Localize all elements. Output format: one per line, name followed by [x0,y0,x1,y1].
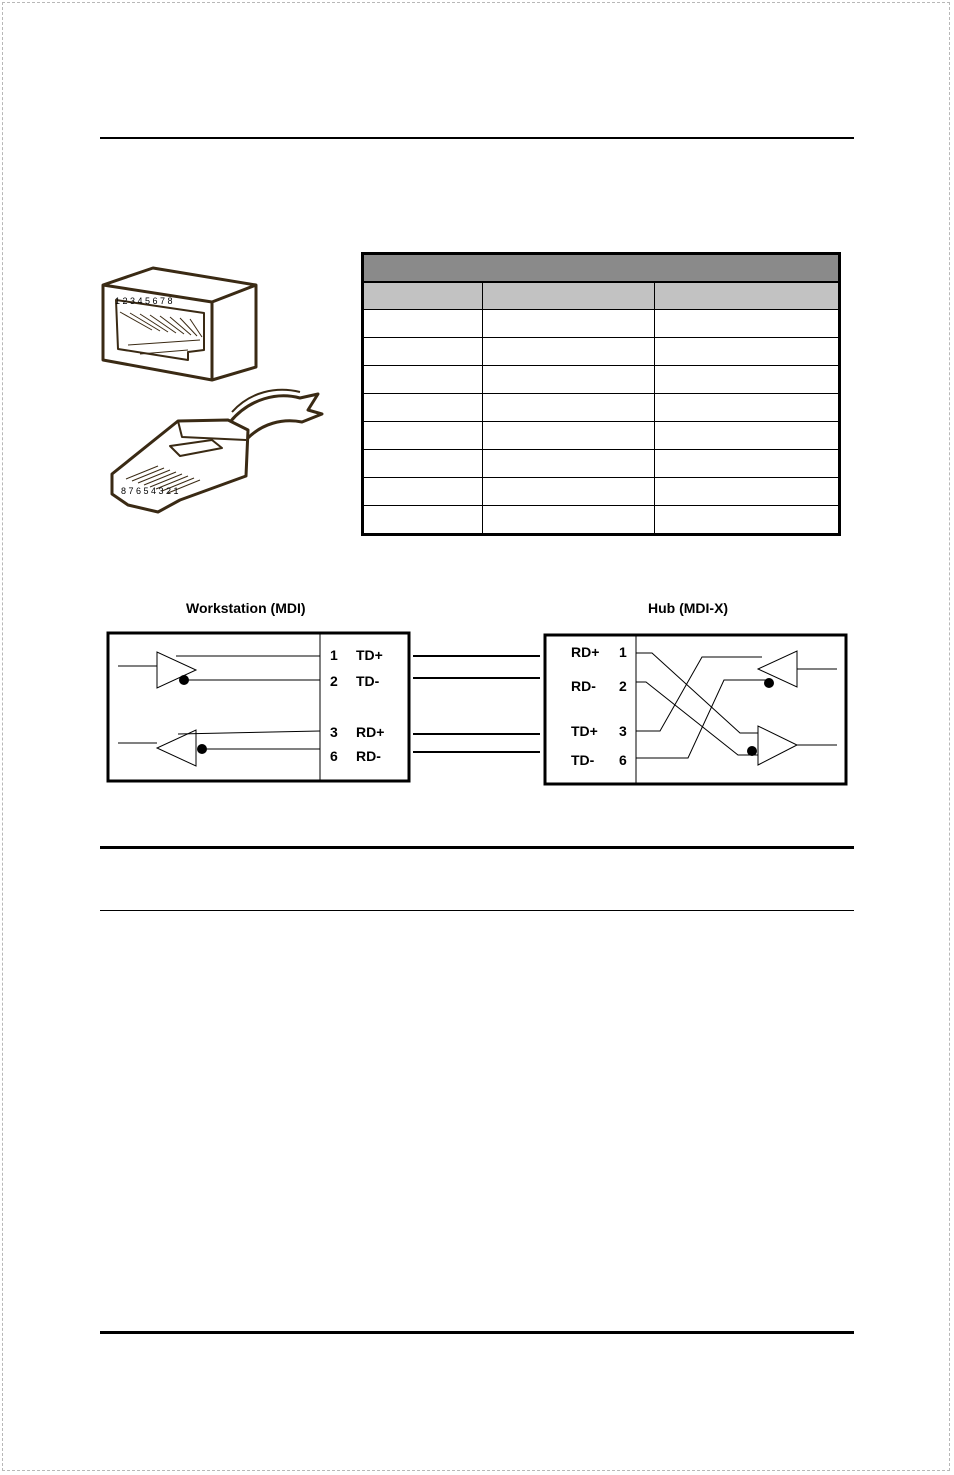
wiring-diagram [108,600,846,784]
ws-pin-2-signal: TD- [356,673,380,689]
hub-pin-6-num: 6 [619,752,627,768]
column-header [655,282,840,310]
rj45-plug [112,390,322,512]
table-header-row [363,282,840,310]
table-cell [483,422,655,450]
table-row [363,450,840,478]
table-cell [363,506,483,535]
table-cell [483,478,655,506]
table-cell [363,450,483,478]
table-cell [655,422,840,450]
table-cell [655,478,840,506]
hub-pin-3-signal: TD+ [571,723,598,739]
jack-pin-labels: 1 2 3 4 5 6 7 8 [115,296,173,306]
table-cell [655,366,840,394]
column-header [363,282,483,310]
workstation-rx-dot [197,744,207,754]
table-cell [655,338,840,366]
rj45-jack [103,268,256,380]
table-cell [483,338,655,366]
ws-pin-1-num: 1 [330,647,338,663]
hub-pin-2-num: 2 [619,678,627,694]
pin-assignment-table [361,252,841,536]
ws-pin-6-signal: RD- [356,748,381,764]
ws-pin-6-num: 6 [330,748,338,764]
cable-wires [413,656,540,752]
table-cell [363,338,483,366]
table-row [363,310,840,338]
table-title [363,254,840,283]
table-cell [483,394,655,422]
ws-pin-2-num: 2 [330,673,338,689]
hub-pin-1-num: 1 [619,644,627,660]
ws-pin-3-signal: RD+ [356,724,385,740]
table-cell [363,394,483,422]
hub-pin-3-num: 3 [619,723,627,739]
table-row [363,338,840,366]
column-header [483,282,655,310]
table-row [363,366,840,394]
table-cell [655,310,840,338]
ws-pin-1-signal: TD+ [356,647,383,663]
table-cell [483,310,655,338]
table-row [363,394,840,422]
workstation-tx-dot [179,675,189,685]
table-cell [655,394,840,422]
table-row [363,506,840,535]
ws-pin-3-num: 3 [330,724,338,740]
workstation-title: Workstation (MDI) [186,600,306,616]
hub-crossover-wires [636,653,770,758]
table-cell [483,506,655,535]
table-cell [363,478,483,506]
hub-receiver-icon [758,726,797,765]
table-row [363,478,840,506]
hub-pin-2-signal: RD- [571,678,596,694]
hub-tx-dot [764,678,774,688]
hub-pin-1-signal: RD+ [571,644,600,660]
plug-pin-labels: 8 7 6 5 4 3 2 1 [121,486,179,496]
table-cell [483,450,655,478]
table-cell [483,366,655,394]
workstation-receiver-icon [157,730,196,766]
table-row [363,422,840,450]
hub-title: Hub (MDI-X) [648,600,729,616]
table-title-row [363,254,840,283]
table-cell [363,366,483,394]
table-cell [655,506,840,535]
hub-transmitter-icon [758,651,797,687]
hub-pin-6-signal: TD- [571,752,595,768]
workstation-transmitter-icon [157,652,196,688]
table-cell [655,450,840,478]
hub-rx-dot [747,746,757,756]
table-cell [363,310,483,338]
table-cell [363,422,483,450]
